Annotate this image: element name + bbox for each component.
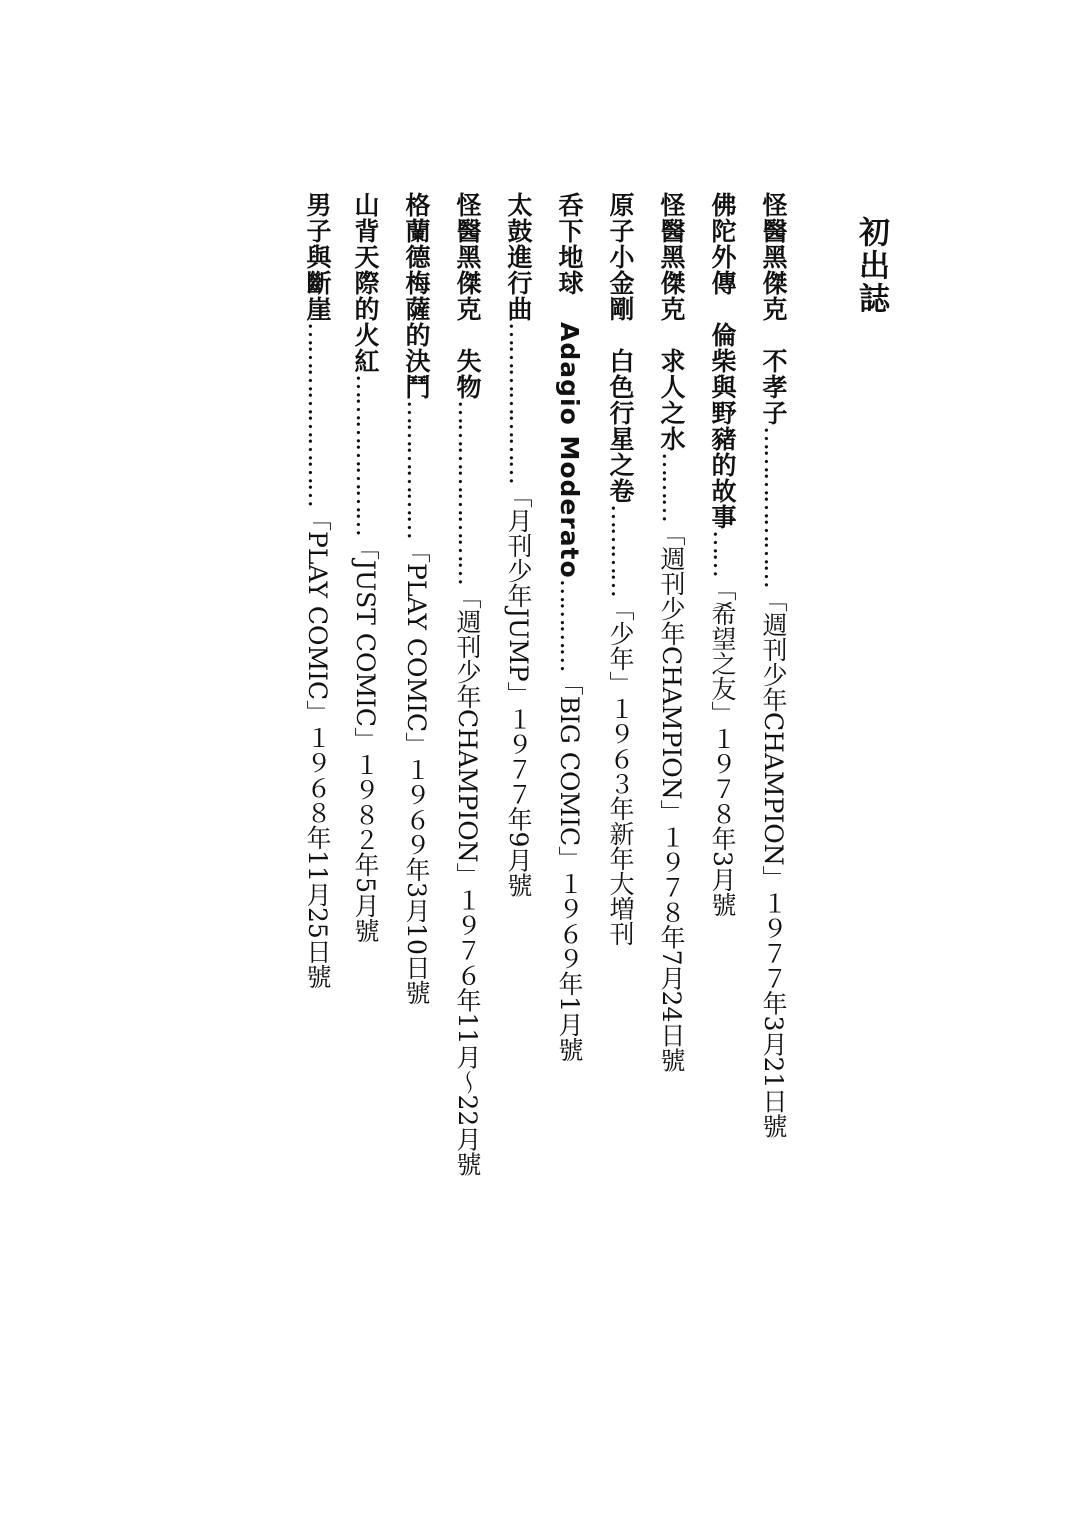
work-title: 呑下地球 Adagio Moderato <box>555 192 584 579</box>
leader-dots: ………………… <box>759 426 788 587</box>
leader-dots: ………………… <box>351 374 380 535</box>
publication-source: 「BIG COMIC」１９６９年1月號 <box>555 670 584 1062</box>
list-item <box>300 192 334 1222</box>
work-title: 佛陀外傳 倫柴與野豬的故事 <box>708 192 737 530</box>
work-title: 山背天際的火紅 <box>351 192 380 374</box>
publication-source: 「JUST COMIC」１９８２年5月號 <box>351 535 380 943</box>
leader-dots: ……………… <box>402 400 431 538</box>
publication-source: 「少年」１９６３年新年大増刊 <box>606 596 635 946</box>
list-item <box>552 192 586 1222</box>
list-item <box>654 192 688 1222</box>
work-title: 太鼓進行曲 <box>504 192 533 322</box>
list-item <box>501 192 535 1222</box>
publication-source: 「PLAY COMIC」１９６８年11月25日號 <box>303 506 332 989</box>
leader-dots: ………………… <box>504 322 533 483</box>
leader-dots: ……… <box>657 452 686 521</box>
list-item <box>603 192 637 1222</box>
work-title: 男子與斷崖 <box>303 192 332 322</box>
work-title: 怪醫黑傑克 求人之水 <box>657 192 686 452</box>
leader-dots: …………………… <box>303 322 332 506</box>
leader-dots: …… <box>708 530 737 576</box>
work-title: 怪醫黑傑克 失物 <box>453 192 482 400</box>
list-item <box>756 192 790 1222</box>
publication-source: 「週刊少年CHAMPION」１９７６年11月～22月號 <box>453 584 482 1177</box>
work-title: 原子小金剛 白色行星之卷 <box>606 192 635 504</box>
list-item <box>399 192 433 1222</box>
publication-source: 「週刊少年CHAMPION」１９７７年3月21日號 <box>759 587 788 1139</box>
work-title: 格蘭德梅薩的決鬥 <box>402 192 431 400</box>
list-item <box>705 192 739 1222</box>
publication-source: 「希望之友」１９７８年3月號 <box>708 576 737 917</box>
list-item <box>348 192 382 1222</box>
publication-source: 「週刊少年CHAMPION」１９７８年7月24日號 <box>657 521 686 1073</box>
leader-dots: …………………… <box>453 400 482 584</box>
first-publication-list <box>300 192 790 1222</box>
page-heading: 初出誌 <box>853 216 889 315</box>
publication-source: 「PLAY COMIC」１９６９年3月10日號 <box>402 538 431 1005</box>
leader-dots: ………… <box>555 578 584 671</box>
list-item <box>450 192 484 1222</box>
work-title: 怪醫黑傑克 不孝子 <box>759 192 788 426</box>
publication-source: 「月刊少年JUMP」１９７７年9月號 <box>504 483 533 898</box>
leader-dots: ………… <box>606 504 635 596</box>
